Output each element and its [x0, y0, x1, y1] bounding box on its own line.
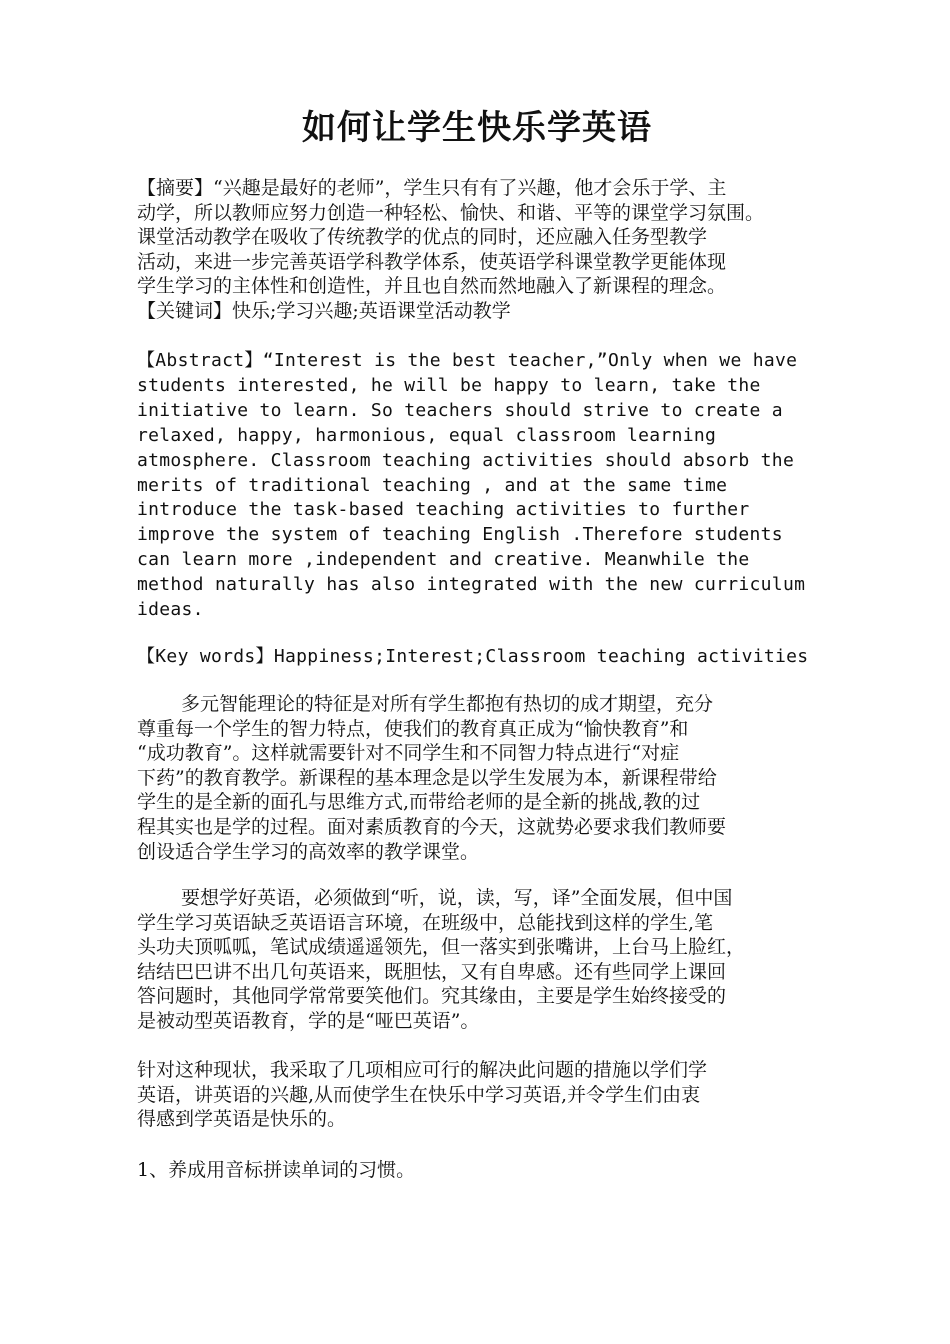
paragraph-line: 学生的是全新的面孔与思维方式,而带给老师的是全新的挑战,教的过 [137, 791, 701, 814]
paragraph-line: 头功夫顶呱呱，笔试成绩遥遥领先，但一落实到张嘴讲，上台马上脸红， [137, 936, 746, 959]
abstract-en-line: merits of traditional teaching , and at the same time [137, 474, 728, 496]
paragraph-line: 下药”的教育教学。新课程的基本理念是以学生发展为本，新课程带给 [137, 766, 717, 789]
paragraph-2 [137, 886, 827, 1034]
abstract-en-line: relaxed, happy, harmonious, equal classroom learning [137, 424, 717, 446]
paragraph-3 [137, 1058, 827, 1132]
abstract-cn-line: 课堂活动教学在吸收了传统教学的优点的同时，还应融入任务型教学 [137, 226, 708, 249]
abstract-en-line: students interested, he will be happy to learn, take the [137, 374, 761, 396]
paragraph-line: 得感到学英语是快乐的。 [137, 1108, 347, 1131]
abstract-cn [137, 176, 827, 324]
keywords-en-line: 【Key words】Happiness;Interest;Classroom teaching activities [137, 646, 809, 667]
paragraph-line: 是被动型英语教育，学的是“哑巴英语”。 [137, 1009, 480, 1032]
paragraph-line: 答问题时，其他同学常常要笑他们。究其缘由，主要是学生始终接受的 [137, 985, 727, 1008]
paragraph-line: 程其实也是学的过程。面对素质教育的今天，这就势必要求我们教师要 [137, 815, 727, 838]
paragraph-1 [137, 692, 827, 864]
abstract-cn-line: 动学，所以教师应努力创造一种轻松、愉快、和谐、平等的课堂学习氛围。 [137, 201, 765, 224]
abstract-en-line: 【Abstract】“Interest is the best teacher,”Only when we have [137, 350, 798, 371]
abstract-en-line: method naturally has also integrated with the new curriculum [137, 574, 806, 596]
paragraph-line: 学生学习英语缺乏英语语言环境，在班级中，总能找到这样的学生,笔 [137, 911, 714, 934]
paragraph-line: 针对这种现状，我采取了几项相应可行的解决此问题的措施以学们学 [137, 1059, 708, 1081]
keywords-cn: 【关键词】快乐;学习兴趣;英语课堂活动教学 [137, 299, 511, 322]
paragraph-line: 英语，讲英语的兴趣,从而使学生在快乐中学习英语,并令学生们由衷 [137, 1083, 701, 1106]
abstract-en-line: initiative to learn. So teachers should strive to create a [137, 399, 783, 421]
abstract-cn-line: 学生学习的主体性和创造性，并且也自然而然地融入了新课程的理念。 [137, 275, 727, 298]
paragraph-line: 创设适合学生学习的高效率的教学课堂。 [137, 840, 480, 863]
keywords-en [137, 645, 827, 670]
paragraph-line: 结结巴巴讲不出几句英语来，既胆怯，又有自卑感。还有些同学上课回 [137, 960, 727, 983]
section-heading-text: 1、养成用音标拼读单词的习惯。 [137, 1159, 416, 1181]
paragraph-line: 多元智能理论的特征是对所有学生都抱有热切的成才期望，充分 [181, 693, 714, 715]
abstract-en-line: improve the system of teaching English .Therefore students [137, 524, 783, 546]
abstract-en-line: can learn more ,independent and creative. Meanwhile the [137, 549, 750, 571]
abstract-en-line: atmosphere. Classroom teaching activities should absorb the [137, 449, 795, 471]
abstract-cn-line: 活动，来进一步完善英语学科教学体系，使英语学科课堂教学更能体现 [137, 250, 727, 273]
paragraph-line: “成功教育”。这样就需要针对不同学生和不同智力特点进行“对症 [137, 742, 680, 765]
document-title: 如何让学生快乐学英语 [302, 108, 652, 148]
paragraph-line: 要想学好英语，必须做到“听，说，读，写，译”全面发展，但中国 [181, 887, 733, 909]
abstract-en [137, 349, 827, 623]
abstract-en-line: ideas. [137, 599, 204, 621]
section-heading-1 [137, 1158, 827, 1183]
abstract-cn-line: 【摘要】“兴趣是最好的老师”，学生只有有了兴趣，他才会乐于学、主 [137, 177, 727, 199]
paragraph-line: 尊重每一个学生的智力特点，使我们的教育真正成为“愉快教育”和 [137, 717, 689, 740]
abstract-en-line: introduce the task-based teaching activities to further [137, 499, 750, 521]
